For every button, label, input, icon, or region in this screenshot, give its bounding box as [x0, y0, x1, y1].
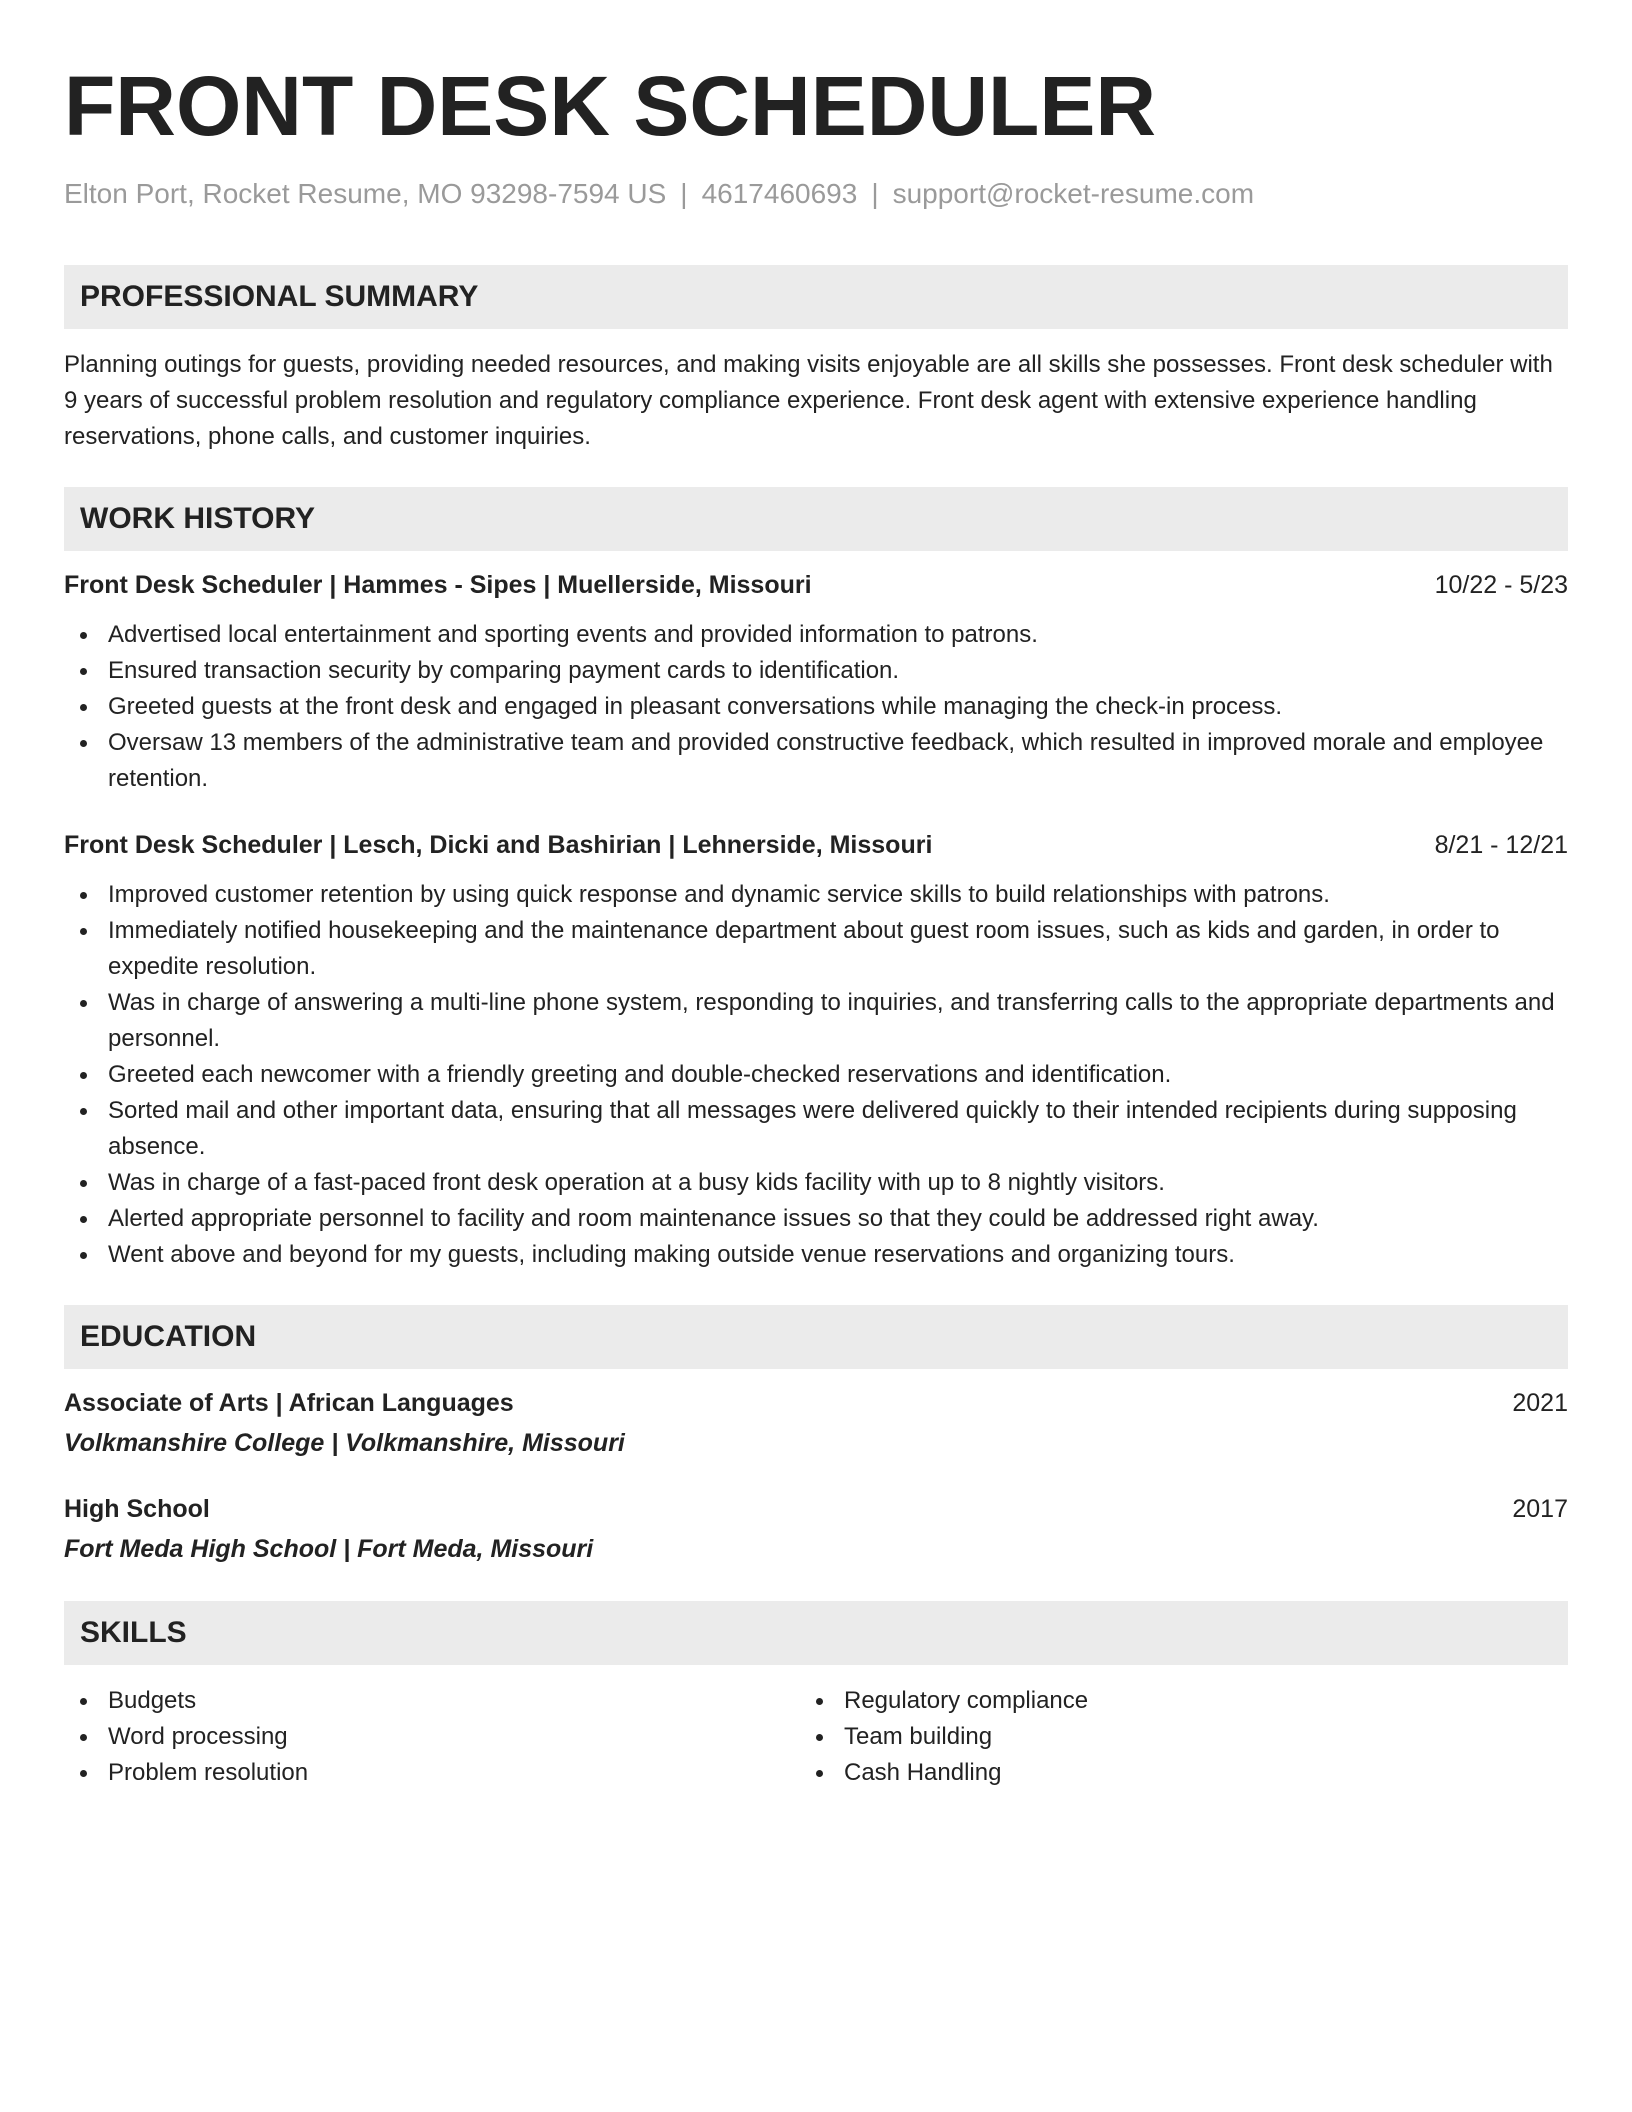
- education-degree: Associate of Arts | African Languages: [64, 1389, 514, 1417]
- list-item: [64, 1683, 800, 1719]
- job-header: [64, 827, 1568, 863]
- bullet-icon: [80, 668, 87, 675]
- section-header-work-history: WORK HISTORY: [64, 487, 1568, 551]
- bullet-text: Greeted each newcomer with a friendly greeting and double-checked reservations and identification.: [108, 1061, 1172, 1088]
- list-item: [64, 913, 1568, 985]
- contact-line: [64, 176, 1568, 212]
- list-item: [64, 1755, 800, 1791]
- list-item: [64, 1165, 1568, 1201]
- education-entry: [64, 1491, 1568, 1567]
- skills-list: [64, 1683, 800, 1791]
- candidate-name: FRONT DESK SCHEDULER: [64, 59, 1157, 153]
- job-entry: [64, 827, 1568, 1273]
- job-header: [64, 567, 1568, 603]
- list-item: [64, 1093, 1568, 1165]
- bullet-icon: [80, 1216, 87, 1223]
- bullet-icon: [80, 1072, 87, 1079]
- list-item: [800, 1683, 1536, 1719]
- bullet-text: Ensured transaction security by comparing payment cards to identification.: [108, 657, 900, 684]
- education-year: 2017: [1512, 1495, 1568, 1523]
- contact-phone: 4617460693: [701, 178, 858, 209]
- list-item: [64, 689, 1568, 725]
- list-item: [64, 877, 1568, 913]
- education-degree: High School: [64, 1495, 210, 1523]
- bullet-text: Went above and beyond for my guests, including making outside venue reservations and organizing tours.: [108, 1241, 1235, 1268]
- contact-separator: |: [871, 178, 879, 209]
- job-title: Front Desk Scheduler | Lesch, Dicki and Bashirian | Lehnerside, Missouri: [64, 831, 933, 859]
- bullet-icon: [80, 1734, 87, 1741]
- bullet-text: Was in charge of answering a multi-line phone system, responding to inquiries, and transferring calls to the appropriate departments and personnel.: [108, 989, 1555, 1052]
- list-item: [64, 1201, 1568, 1237]
- list-item: [64, 725, 1568, 797]
- list-item: [64, 1719, 800, 1755]
- bullet-icon: [80, 1770, 87, 1777]
- bullet-icon: [80, 1180, 87, 1187]
- list-item: [64, 1057, 1568, 1093]
- bullet-icon: [816, 1770, 823, 1777]
- skill-text: Regulatory compliance: [844, 1687, 1089, 1714]
- bullet-text: Greeted guests at the front desk and engaged in pleasant conversations while managing the check-in process.: [108, 693, 1283, 720]
- skill-text: Problem resolution: [108, 1759, 309, 1786]
- list-item: [800, 1719, 1536, 1755]
- bullet-icon: [80, 1108, 87, 1115]
- bullet-icon: [816, 1698, 823, 1705]
- skill-text: Budgets: [108, 1687, 197, 1714]
- contact-email: support@rocket-resume.com: [892, 178, 1255, 209]
- skill-text: Cash Handling: [844, 1759, 1002, 1786]
- bullet-text: Immediately notified housekeeping and the maintenance department about guest room issues, such as kids and garden, in order to expedite resolution.: [108, 917, 1500, 980]
- education-header: [64, 1385, 1568, 1421]
- bullet-icon: [80, 1000, 87, 1007]
- bullet-icon: [80, 892, 87, 899]
- bullet-icon: [80, 1252, 87, 1259]
- summary-text: Planning outings for guests, providing needed resources, and making visits enjoyable are all skills she possesses. Front desk scheduler with 9 years of successful problem resolution and regulatory compliance experience. Front desk agent with extensive experience handling reservations, phone calls, and customer inquiries.: [64, 351, 1553, 450]
- bullet-text: Sorted mail and other important data, ensuring that all messages were delivered quickly to their intended recipients during supposing absence.: [108, 1097, 1517, 1160]
- bullet-icon: [80, 704, 87, 711]
- skills-grid: [64, 1683, 1568, 1791]
- list-item: [64, 1237, 1568, 1273]
- bullet-text: Improved customer retention by using quick response and dynamic service skills to build relationships with patrons.: [108, 881, 1330, 908]
- skills-column-left: [64, 1683, 800, 1791]
- bullet-icon: [816, 1734, 823, 1741]
- education-school: Volkmanshire College | Volkmanshire, Missouri: [64, 1429, 625, 1457]
- job-bullets: [64, 877, 1568, 1273]
- bullet-icon: [80, 632, 87, 639]
- skill-text: Team building: [844, 1723, 993, 1750]
- bullet-icon: [80, 1698, 87, 1705]
- education-header: [64, 1491, 1568, 1527]
- skills-column-right: [800, 1683, 1536, 1791]
- job-dates: 10/22 - 5/23: [1434, 571, 1568, 599]
- skills-list: [800, 1683, 1536, 1791]
- job-dates: 8/21 - 12/21: [1434, 831, 1568, 859]
- bullet-text: Alerted appropriate personnel to facility and room maintenance issues so that they could be addressed right away.: [108, 1205, 1319, 1232]
- education-school: Fort Meda High School | Fort Meda, Missouri: [64, 1535, 594, 1563]
- bullet-icon: [80, 740, 87, 747]
- job-bullets: [64, 617, 1568, 797]
- list-item: [800, 1755, 1536, 1791]
- education-year: 2021: [1512, 1389, 1568, 1417]
- bullet-text: Was in charge of a fast-paced front desk operation at a busy kids facility with up to 8 nightly visitors.: [108, 1169, 1165, 1196]
- job-title: Front Desk Scheduler | Hammes - Sipes | Muellerside, Missouri: [64, 571, 812, 599]
- bullet-text: Advertised local entertainment and sporting events and provided information to patrons.: [108, 621, 1038, 648]
- job-entry: [64, 567, 1568, 797]
- bullet-text: Oversaw 13 members of the administrative team and provided constructive feedback, which resulted in improved morale and employee retention.: [108, 729, 1544, 792]
- section-header-skills: SKILLS: [64, 1601, 1568, 1665]
- contact-address: Elton Port, Rocket Resume, MO 93298-7594 US: [64, 178, 667, 209]
- list-item: [64, 653, 1568, 689]
- contact-separator: |: [680, 178, 688, 209]
- education-entry: [64, 1385, 1568, 1461]
- section-header-summary: PROFESSIONAL SUMMARY: [64, 265, 1568, 329]
- skill-text: Word processing: [108, 1723, 288, 1750]
- bullet-icon: [80, 928, 87, 935]
- section-header-education: EDUCATION: [64, 1305, 1568, 1369]
- list-item: [64, 617, 1568, 653]
- list-item: [64, 985, 1568, 1057]
